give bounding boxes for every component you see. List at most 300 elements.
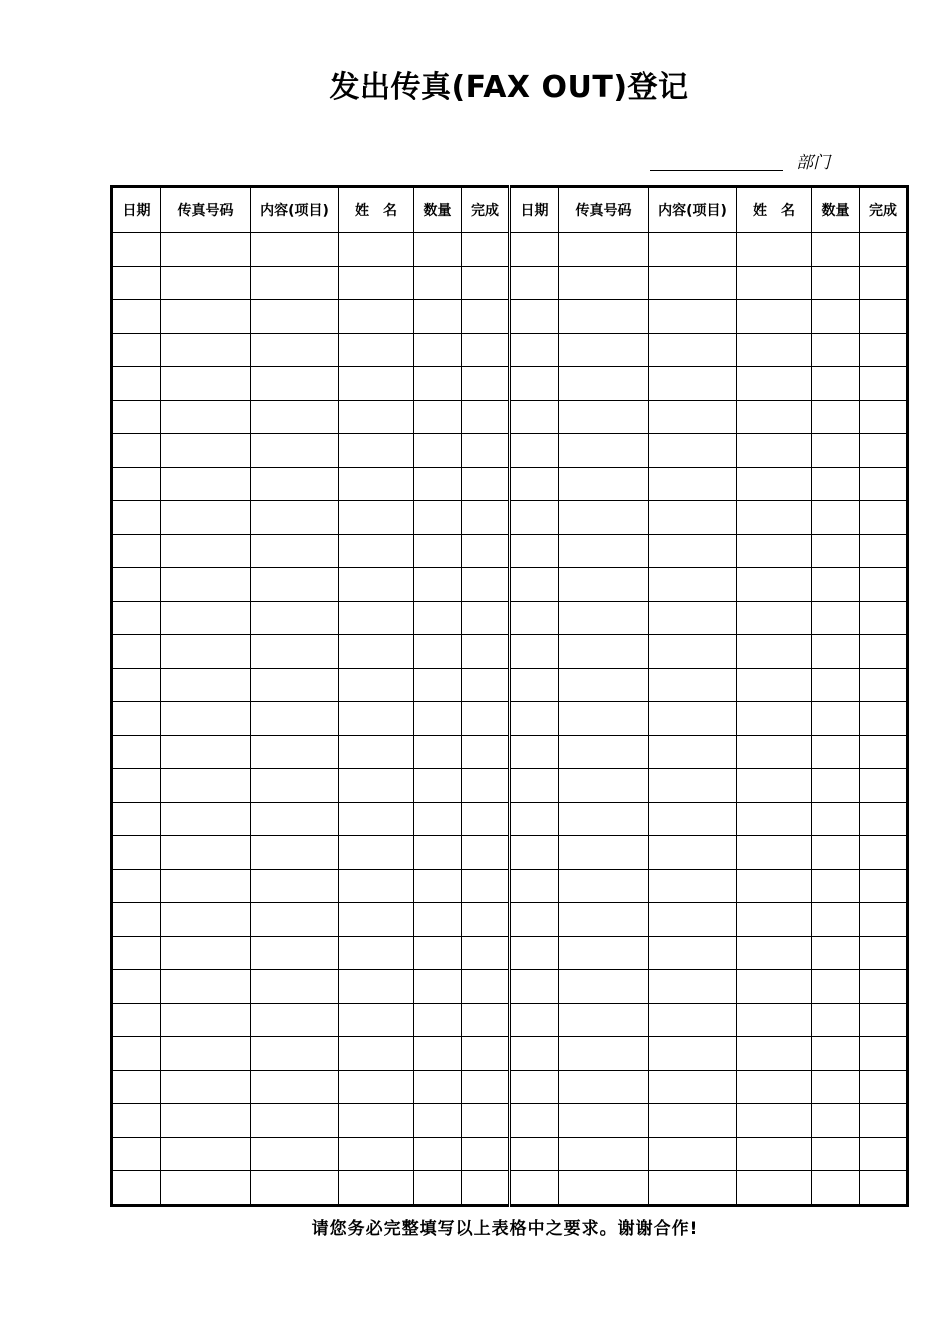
table-cell[interactable] (510, 300, 559, 334)
table-cell[interactable] (649, 1037, 737, 1071)
table-cell[interactable] (559, 434, 649, 468)
table-cell[interactable] (860, 367, 908, 401)
table-cell[interactable] (737, 300, 812, 334)
table-cell[interactable] (251, 367, 339, 401)
table-cell[interactable] (737, 333, 812, 367)
table-cell[interactable] (251, 1003, 339, 1037)
table-cell[interactable] (112, 1171, 161, 1206)
table-cell[interactable] (112, 1104, 161, 1138)
table-cell[interactable] (559, 568, 649, 602)
table-cell[interactable] (161, 233, 251, 267)
table-cell[interactable] (737, 434, 812, 468)
table-cell[interactable] (251, 400, 339, 434)
table-cell[interactable] (860, 702, 908, 736)
table-cell[interactable] (812, 1171, 860, 1206)
table-cell[interactable] (112, 1003, 161, 1037)
table-cell[interactable] (251, 836, 339, 870)
table-cell[interactable] (112, 836, 161, 870)
table-cell[interactable] (510, 266, 559, 300)
table-cell[interactable] (414, 668, 462, 702)
table-cell[interactable] (414, 936, 462, 970)
table-cell[interactable] (414, 568, 462, 602)
table-cell[interactable] (510, 333, 559, 367)
table-cell[interactable] (559, 903, 649, 937)
table-cell[interactable] (649, 869, 737, 903)
table-cell[interactable] (559, 1104, 649, 1138)
table-cell[interactable] (462, 333, 510, 367)
table-cell[interactable] (737, 903, 812, 937)
table-cell[interactable] (414, 836, 462, 870)
table-cell[interactable] (339, 601, 414, 635)
table-cell[interactable] (559, 802, 649, 836)
table-cell[interactable] (860, 1037, 908, 1071)
table-cell[interactable] (462, 1037, 510, 1071)
table-cell[interactable] (414, 1037, 462, 1071)
table-cell[interactable] (462, 836, 510, 870)
table-cell[interactable] (559, 601, 649, 635)
table-cell[interactable] (251, 936, 339, 970)
table-cell[interactable] (414, 735, 462, 769)
table-cell[interactable] (559, 1171, 649, 1206)
table-cell[interactable] (251, 1104, 339, 1138)
table-cell[interactable] (649, 1003, 737, 1037)
table-cell[interactable] (559, 467, 649, 501)
table-cell[interactable] (812, 367, 860, 401)
table-cell[interactable] (339, 1104, 414, 1138)
table-cell[interactable] (339, 1137, 414, 1171)
table-cell[interactable] (812, 1003, 860, 1037)
table-cell[interactable] (161, 434, 251, 468)
table-cell[interactable] (860, 1137, 908, 1171)
table-cell[interactable] (812, 668, 860, 702)
table-cell[interactable] (812, 1037, 860, 1071)
table-cell[interactable] (251, 970, 339, 1004)
table-cell[interactable] (649, 970, 737, 1004)
table-cell[interactable] (559, 1003, 649, 1037)
table-cell[interactable] (860, 434, 908, 468)
table-cell[interactable] (462, 1070, 510, 1104)
table-cell[interactable] (414, 400, 462, 434)
table-cell[interactable] (649, 601, 737, 635)
table-cell[interactable] (251, 266, 339, 300)
table-cell[interactable] (339, 501, 414, 535)
table-cell[interactable] (649, 836, 737, 870)
table-cell[interactable] (510, 936, 559, 970)
table-cell[interactable] (510, 434, 559, 468)
table-cell[interactable] (649, 367, 737, 401)
table-cell[interactable] (339, 467, 414, 501)
table-cell[interactable] (339, 534, 414, 568)
department-fill-line[interactable] (650, 170, 783, 171)
table-cell[interactable] (414, 702, 462, 736)
table-cell[interactable] (860, 233, 908, 267)
table-cell[interactable] (649, 936, 737, 970)
table-cell[interactable] (112, 266, 161, 300)
table-cell[interactable] (462, 936, 510, 970)
table-cell[interactable] (737, 233, 812, 267)
table-cell[interactable] (649, 233, 737, 267)
table-cell[interactable] (510, 233, 559, 267)
table-cell[interactable] (737, 534, 812, 568)
table-cell[interactable] (812, 601, 860, 635)
table-cell[interactable] (112, 1037, 161, 1071)
table-cell[interactable] (112, 802, 161, 836)
table-cell[interactable] (161, 869, 251, 903)
table-cell[interactable] (462, 266, 510, 300)
table-cell[interactable] (414, 1104, 462, 1138)
table-cell[interactable] (339, 869, 414, 903)
table-cell[interactable] (251, 1070, 339, 1104)
table-cell[interactable] (860, 1171, 908, 1206)
table-cell[interactable] (812, 266, 860, 300)
table-cell[interactable] (737, 769, 812, 803)
table-cell[interactable] (737, 836, 812, 870)
table-cell[interactable] (812, 635, 860, 669)
table-cell[interactable] (559, 1070, 649, 1104)
table-cell[interactable] (860, 802, 908, 836)
table-cell[interactable] (860, 936, 908, 970)
table-cell[interactable] (737, 400, 812, 434)
table-cell[interactable] (112, 333, 161, 367)
table-cell[interactable] (251, 601, 339, 635)
table-cell[interactable] (414, 1171, 462, 1206)
table-cell[interactable] (251, 769, 339, 803)
table-cell[interactable] (812, 534, 860, 568)
table-cell[interactable] (414, 501, 462, 535)
table-cell[interactable] (510, 1003, 559, 1037)
table-cell[interactable] (860, 1070, 908, 1104)
table-cell[interactable] (649, 501, 737, 535)
table-cell[interactable] (649, 400, 737, 434)
table-cell[interactable] (339, 266, 414, 300)
table-cell[interactable] (462, 970, 510, 1004)
table-cell[interactable] (812, 970, 860, 1004)
table-cell[interactable] (161, 266, 251, 300)
table-cell[interactable] (251, 668, 339, 702)
table-cell[interactable] (161, 1171, 251, 1206)
table-cell[interactable] (737, 936, 812, 970)
table-cell[interactable] (510, 769, 559, 803)
table-cell[interactable] (737, 735, 812, 769)
table-cell[interactable] (462, 702, 510, 736)
table-cell[interactable] (161, 501, 251, 535)
table-cell[interactable] (860, 836, 908, 870)
table-cell[interactable] (812, 836, 860, 870)
table-cell[interactable] (161, 534, 251, 568)
table-cell[interactable] (161, 668, 251, 702)
table-cell[interactable] (251, 568, 339, 602)
table-cell[interactable] (737, 367, 812, 401)
table-cell[interactable] (462, 467, 510, 501)
table-cell[interactable] (414, 769, 462, 803)
table-cell[interactable] (161, 769, 251, 803)
table-cell[interactable] (510, 970, 559, 1004)
table-cell[interactable] (812, 1137, 860, 1171)
table-cell[interactable] (860, 467, 908, 501)
table-cell[interactable] (112, 300, 161, 334)
table-cell[interactable] (510, 501, 559, 535)
table-cell[interactable] (510, 836, 559, 870)
table-cell[interactable] (649, 434, 737, 468)
table-cell[interactable] (462, 300, 510, 334)
table-cell[interactable] (339, 936, 414, 970)
table-cell[interactable] (161, 467, 251, 501)
table-cell[interactable] (414, 970, 462, 1004)
table-cell[interactable] (161, 635, 251, 669)
table-cell[interactable] (112, 635, 161, 669)
table-cell[interactable] (737, 1171, 812, 1206)
table-cell[interactable] (161, 970, 251, 1004)
table-cell[interactable] (462, 1104, 510, 1138)
table-cell[interactable] (112, 668, 161, 702)
table-cell[interactable] (161, 936, 251, 970)
table-cell[interactable] (860, 769, 908, 803)
table-cell[interactable] (112, 702, 161, 736)
table-cell[interactable] (649, 467, 737, 501)
table-cell[interactable] (649, 300, 737, 334)
table-cell[interactable] (649, 668, 737, 702)
table-cell[interactable] (462, 1137, 510, 1171)
table-cell[interactable] (462, 735, 510, 769)
table-cell[interactable] (510, 1137, 559, 1171)
table-cell[interactable] (510, 903, 559, 937)
table-cell[interactable] (649, 568, 737, 602)
table-cell[interactable] (339, 735, 414, 769)
table-cell[interactable] (112, 769, 161, 803)
table-cell[interactable] (161, 1037, 251, 1071)
table-cell[interactable] (161, 568, 251, 602)
table-cell[interactable] (812, 467, 860, 501)
table-cell[interactable] (462, 769, 510, 803)
table-cell[interactable] (860, 970, 908, 1004)
table-cell[interactable] (559, 400, 649, 434)
table-cell[interactable] (812, 434, 860, 468)
table-cell[interactable] (510, 869, 559, 903)
table-cell[interactable] (161, 836, 251, 870)
table-cell[interactable] (414, 300, 462, 334)
table-cell[interactable] (462, 534, 510, 568)
table-cell[interactable] (559, 534, 649, 568)
table-cell[interactable] (112, 601, 161, 635)
table-cell[interactable] (251, 501, 339, 535)
table-cell[interactable] (649, 735, 737, 769)
table-cell[interactable] (339, 903, 414, 937)
table-cell[interactable] (860, 1104, 908, 1138)
table-cell[interactable] (414, 434, 462, 468)
table-cell[interactable] (339, 300, 414, 334)
table-cell[interactable] (812, 501, 860, 535)
table-cell[interactable] (649, 1137, 737, 1171)
table-cell[interactable] (737, 970, 812, 1004)
table-cell[interactable] (251, 434, 339, 468)
table-cell[interactable] (737, 702, 812, 736)
table-cell[interactable] (112, 936, 161, 970)
table-cell[interactable] (462, 601, 510, 635)
table-cell[interactable] (251, 869, 339, 903)
table-cell[interactable] (414, 1070, 462, 1104)
table-cell[interactable] (510, 1070, 559, 1104)
table-cell[interactable] (812, 702, 860, 736)
table-cell[interactable] (414, 635, 462, 669)
table-cell[interactable] (112, 1137, 161, 1171)
table-cell[interactable] (649, 635, 737, 669)
table-cell[interactable] (737, 802, 812, 836)
table-cell[interactable] (860, 601, 908, 635)
table-cell[interactable] (462, 635, 510, 669)
table-cell[interactable] (737, 668, 812, 702)
table-cell[interactable] (414, 903, 462, 937)
table-cell[interactable] (414, 869, 462, 903)
table-cell[interactable] (812, 936, 860, 970)
table-cell[interactable] (737, 1104, 812, 1138)
table-cell[interactable] (559, 233, 649, 267)
table-cell[interactable] (559, 702, 649, 736)
table-cell[interactable] (161, 1070, 251, 1104)
table-cell[interactable] (510, 1037, 559, 1071)
table-cell[interactable] (251, 467, 339, 501)
table-cell[interactable] (559, 836, 649, 870)
table-cell[interactable] (161, 400, 251, 434)
table-cell[interactable] (860, 501, 908, 535)
table-cell[interactable] (860, 333, 908, 367)
table-cell[interactable] (510, 400, 559, 434)
table-cell[interactable] (559, 1137, 649, 1171)
table-cell[interactable] (112, 735, 161, 769)
table-cell[interactable] (112, 233, 161, 267)
table-cell[interactable] (339, 568, 414, 602)
table-cell[interactable] (737, 467, 812, 501)
table-cell[interactable] (860, 869, 908, 903)
table-cell[interactable] (860, 1003, 908, 1037)
table-cell[interactable] (812, 1070, 860, 1104)
table-cell[interactable] (860, 568, 908, 602)
table-cell[interactable] (161, 802, 251, 836)
table-cell[interactable] (462, 1171, 510, 1206)
table-cell[interactable] (339, 333, 414, 367)
table-cell[interactable] (462, 233, 510, 267)
table-cell[interactable] (112, 1070, 161, 1104)
table-cell[interactable] (812, 300, 860, 334)
table-cell[interactable] (462, 501, 510, 535)
table-cell[interactable] (339, 434, 414, 468)
table-cell[interactable] (339, 367, 414, 401)
table-cell[interactable] (737, 1037, 812, 1071)
table-cell[interactable] (737, 1003, 812, 1037)
table-cell[interactable] (161, 333, 251, 367)
table-cell[interactable] (860, 300, 908, 334)
table-cell[interactable] (161, 601, 251, 635)
table-cell[interactable] (559, 300, 649, 334)
table-cell[interactable] (649, 266, 737, 300)
table-cell[interactable] (559, 266, 649, 300)
table-cell[interactable] (339, 802, 414, 836)
table-cell[interactable] (559, 1037, 649, 1071)
table-cell[interactable] (112, 869, 161, 903)
table-cell[interactable] (649, 333, 737, 367)
table-cell[interactable] (339, 970, 414, 1004)
table-cell[interactable] (161, 1003, 251, 1037)
table-cell[interactable] (649, 1171, 737, 1206)
table-cell[interactable] (339, 1037, 414, 1071)
table-cell[interactable] (161, 300, 251, 334)
table-cell[interactable] (414, 802, 462, 836)
table-cell[interactable] (510, 735, 559, 769)
table-cell[interactable] (462, 903, 510, 937)
table-cell[interactable] (251, 903, 339, 937)
table-cell[interactable] (737, 501, 812, 535)
table-cell[interactable] (510, 534, 559, 568)
table-cell[interactable] (462, 367, 510, 401)
table-cell[interactable] (559, 635, 649, 669)
table-cell[interactable] (112, 534, 161, 568)
table-cell[interactable] (339, 702, 414, 736)
table-cell[interactable] (414, 467, 462, 501)
table-cell[interactable] (812, 233, 860, 267)
table-cell[interactable] (414, 1137, 462, 1171)
table-cell[interactable] (812, 769, 860, 803)
table-cell[interactable] (649, 1104, 737, 1138)
table-cell[interactable] (737, 568, 812, 602)
table-cell[interactable] (414, 534, 462, 568)
table-cell[interactable] (462, 568, 510, 602)
table-cell[interactable] (339, 233, 414, 267)
table-cell[interactable] (112, 970, 161, 1004)
table-cell[interactable] (559, 970, 649, 1004)
table-cell[interactable] (510, 367, 559, 401)
table-cell[interactable] (414, 601, 462, 635)
table-cell[interactable] (339, 836, 414, 870)
table-cell[interactable] (112, 467, 161, 501)
table-cell[interactable] (251, 534, 339, 568)
table-cell[interactable] (161, 702, 251, 736)
table-cell[interactable] (649, 802, 737, 836)
table-cell[interactable] (339, 400, 414, 434)
table-cell[interactable] (860, 266, 908, 300)
table-cell[interactable] (112, 903, 161, 937)
table-cell[interactable] (161, 735, 251, 769)
table-cell[interactable] (510, 568, 559, 602)
table-cell[interactable] (510, 635, 559, 669)
table-cell[interactable] (860, 903, 908, 937)
table-cell[interactable] (251, 333, 339, 367)
table-cell[interactable] (649, 1070, 737, 1104)
table-cell[interactable] (860, 735, 908, 769)
table-cell[interactable] (112, 568, 161, 602)
table-cell[interactable] (112, 501, 161, 535)
table-cell[interactable] (860, 668, 908, 702)
table-cell[interactable] (462, 802, 510, 836)
table-cell[interactable] (112, 434, 161, 468)
table-cell[interactable] (737, 266, 812, 300)
table-cell[interactable] (251, 1037, 339, 1071)
table-cell[interactable] (414, 367, 462, 401)
table-cell[interactable] (414, 266, 462, 300)
table-cell[interactable] (339, 1171, 414, 1206)
table-cell[interactable] (812, 333, 860, 367)
table-cell[interactable] (510, 1104, 559, 1138)
table-cell[interactable] (559, 367, 649, 401)
table-cell[interactable] (462, 400, 510, 434)
table-cell[interactable] (339, 769, 414, 803)
table-cell[interactable] (559, 333, 649, 367)
table-cell[interactable] (559, 501, 649, 535)
table-cell[interactable] (510, 601, 559, 635)
table-cell[interactable] (251, 802, 339, 836)
table-cell[interactable] (812, 903, 860, 937)
table-cell[interactable] (339, 635, 414, 669)
table-cell[interactable] (510, 467, 559, 501)
table-cell[interactable] (860, 400, 908, 434)
